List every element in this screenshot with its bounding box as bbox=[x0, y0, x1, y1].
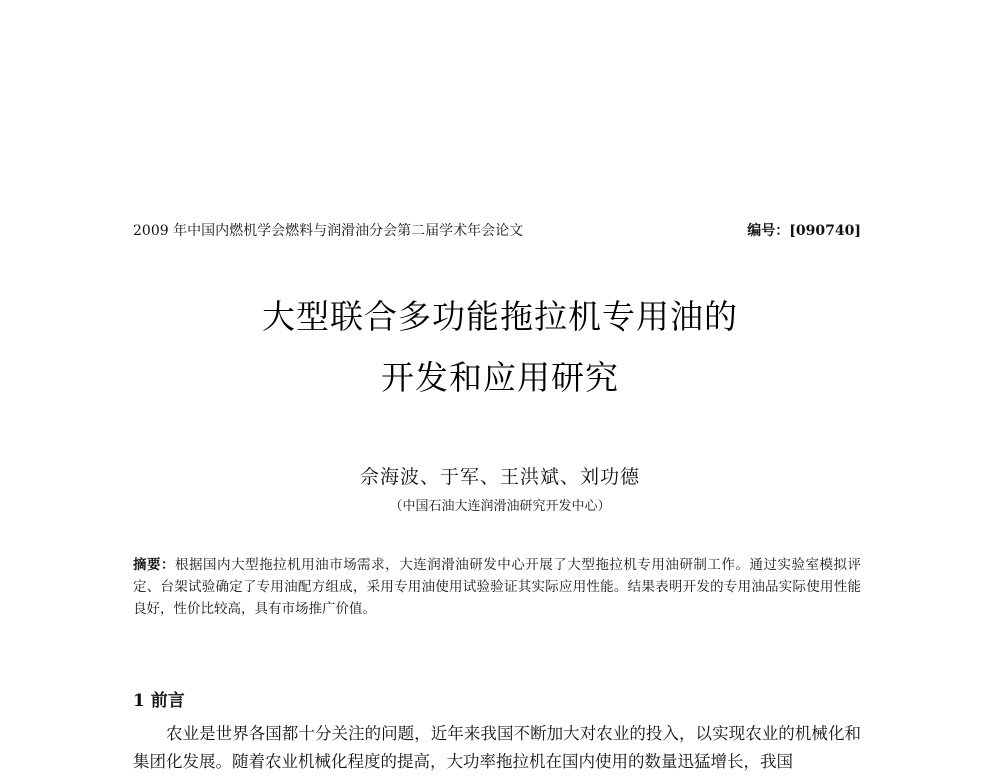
author-list: 佘海波、于军、王洪斌、刘功德 bbox=[359, 466, 640, 488]
conference-name: 2009 年中国内燃机学会燃料与润滑油分会第二届学术年会论文 bbox=[133, 223, 524, 239]
section-heading-introduction: 1 前言 bbox=[133, 691, 185, 711]
paper-code: 编号：[090740] bbox=[747, 223, 861, 239]
running-header bbox=[133, 221, 861, 241]
paper-title-line-2: 开发和应用研究 bbox=[381, 358, 619, 397]
abstract-text: 根据国内大型拖拉机用油市场需求，大连润滑油研发中心开展了大型拖拉机专用油研制工作。通过实验室模拟评定、台架试验确定了专用油配方组成，采用专用油使用试验验证其实际应用性能。结果表明开发的专用油品实际使用性能良好，性价比较高，具有市场推广价值。 bbox=[133, 557, 862, 617]
abstract-label: 摘要： bbox=[133, 557, 176, 573]
body-paragraph: 农业是世界各国都十分关注的问题，近年来我国不断加大对农业的投入，以实现农业的机械化和集团化发展。随着农业机械化程度的提高，大功率拖拉机在国内使用的数量迅猛增长，我国 bbox=[133, 724, 861, 771]
abstract bbox=[133, 554, 861, 620]
paper-title-line-1: 大型联合多功能拖拉机专用油的 bbox=[262, 297, 738, 336]
author-affiliation: （中国石油大连润滑油研究开发中心） bbox=[389, 499, 611, 514]
